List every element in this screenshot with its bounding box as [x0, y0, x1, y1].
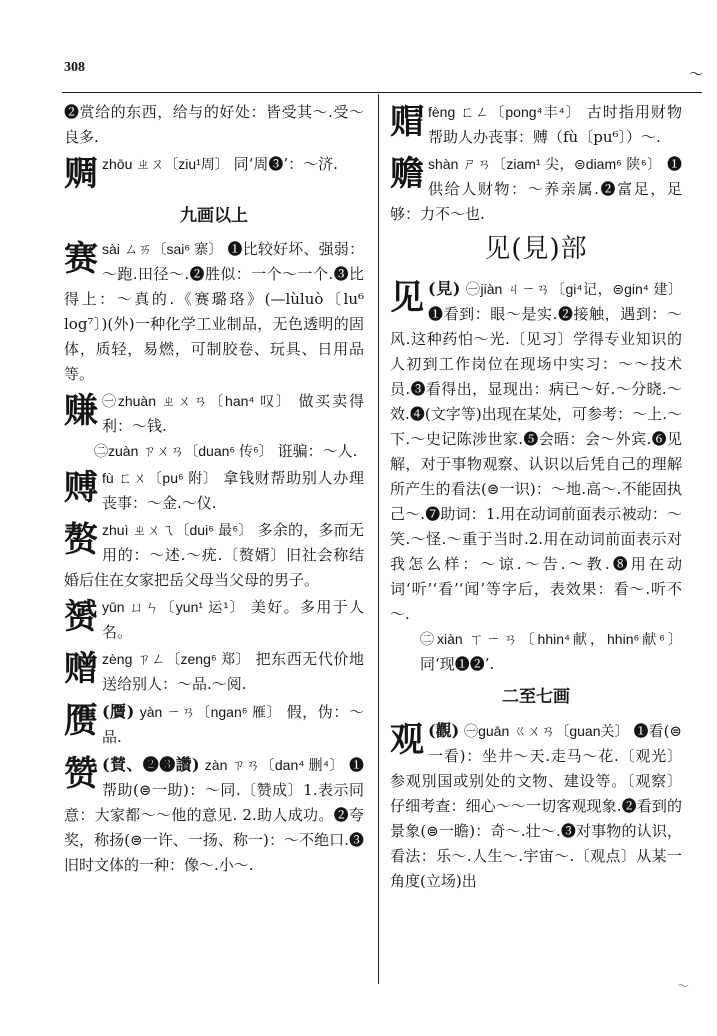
pronunciation: sài ㄙㄞ〔sai⁶ 寨〕 — [102, 241, 223, 257]
pronunciation: yàn ㄧㄢ〔ngan⁶ 雁〕 — [139, 704, 282, 720]
headword: 赟 — [64, 597, 98, 637]
definition: 多余的，多而无用的：～述.～疣.〔赘婿〕旧社会称结婚后住在女家把岳父母当父母的男子。 — [64, 521, 364, 589]
entry-feng — [390, 100, 682, 150]
pronunciation: ㊀zhuàn ㄓㄨㄢ〔han⁴ 叹〕 — [102, 393, 292, 409]
definition: ❶看(⊜一看)：坐井～天.走马～花.〔观光〕参观別国或别处的文物、建设等。〔观察〕仔细考查：细心～～一切客观现象.❷看到的景象(⊜一瞻)：奇～.壮～.❸对事物的认识，看法：乐～.人生～.宇宙～.〔观点〕从某一角度(立场)出 — [390, 722, 682, 890]
section-heading: 九画以上 — [180, 206, 248, 226]
entry-fu — [64, 466, 364, 516]
pronunciation: shàn ㄕㄢ〔ziam¹ 尖，⊜diam⁶ 陕⁶〕 — [428, 156, 662, 172]
entry-zhou — [64, 152, 364, 196]
pronunciation: fù ㄈㄨ〔pu⁶ 附〕 — [102, 470, 218, 486]
headword: 赘 — [64, 520, 98, 560]
headword: 赙 — [64, 468, 98, 508]
headword: 赠 — [64, 649, 98, 689]
headword: 赒 — [64, 154, 98, 194]
entry-guan — [390, 718, 682, 894]
definition: ❶比较好坏、强弱：～跑.田径～.❷胜似：一个～一个.❸比得上：～真的.《赛璐珞》(—lùluò〔lu⁶ log⁷〕)(外)一种化学工业制品，无色透明的固体，质轻，易燃，可制胶卷、玩具、日用品等。 — [64, 240, 364, 383]
headword: 观 — [390, 720, 424, 760]
variant-form: (觀) — [428, 721, 460, 740]
headword: 赚 — [64, 391, 98, 431]
definition: 拿钱财帮助别人办理丧事：～金.～仪. — [102, 469, 364, 512]
pronunciation: fèng ㄈㄥ〔pong⁴丰⁴〕 — [428, 104, 581, 120]
entry-zeng — [64, 647, 364, 697]
headword: 赝 — [64, 701, 98, 741]
entry-zhui — [64, 518, 364, 593]
definition: ❶看到：眼～是实.❷接触，遇到：～风.这种药怕～光.〔见习〕学得专业知识的人初到工作岗位在现场中实习：～～技术员.❸看得出，显现出：病已～好.～分晓.～效.❹(文字等)出现在某处，可参考：～上.～下.～史记陈涉世家.❺会晤：会～外宾.❻见解，对于事物观察、认识以后凭自己的理解所产生的看法(⊜一识)：～地.高～.不能固执己～.❼助词：1.用在动词前面表示被动：～笑.～怪.～重于当时.2.用在动词前面表示对我怎么样：～谅.～告.～教.❽用在动词‘听’‘看’‘闻’等字后，表效果：看～.听不～. — [390, 305, 682, 623]
entry-jian — [390, 276, 682, 677]
entry-zhuan — [64, 389, 364, 464]
headword: 赡 — [390, 154, 424, 194]
pronunciation: zhōu ㄓㄡ〔ziu¹周〕 — [102, 156, 229, 172]
definition: ❶供给人财物：～养亲属.❷富足，足够：力不～也. — [390, 155, 682, 223]
page-number: 308 — [64, 60, 85, 75]
headword: 赞 — [64, 754, 98, 794]
definition: 古时指用财物帮助人办丧事：赙（fù〔pu⁶〕）～. — [428, 103, 682, 146]
definition: 美好。多用于人名。 — [102, 598, 364, 641]
continued-entry: ❷赏给的东西，给与的好处：皆受其～.受～良多. — [64, 103, 364, 146]
entry-yun — [64, 595, 364, 645]
top-mark: ～ — [689, 67, 703, 83]
headword: 见 — [390, 278, 424, 318]
pronunciation: zhuì ㄓㄨㄟ〔dui⁶ 最⁶〕 — [102, 522, 253, 538]
top-rule — [62, 92, 702, 93]
headword: 赛 — [64, 239, 98, 279]
entry-shan — [390, 152, 682, 227]
definition: 把东西无代价地送给别人：～品.～阅. — [102, 650, 364, 693]
definition-2: 同‘现❶❷’. — [420, 655, 495, 673]
pronunciation: zàn ㄗㄢ〔dan⁴ 删⁴〕 — [204, 757, 344, 773]
pronunciation-2: ㊁xiàn ㄒㄧㄢ〔hhin⁴献，hhin⁶献⁶〕 — [420, 631, 682, 647]
definition-2: 诳骗：～人. — [277, 442, 358, 460]
entry-zan — [64, 752, 364, 878]
variant-form: (賛、❷❸讚) — [102, 755, 200, 774]
definition: ❶帮助(⊜一助)：～同.〔赞成〕1.表示同意：大家都～～他的意见. 2.助人成功。❷夸奖，称扬(⊜一许、一扬、称一)：～不绝口.❸旧时文体的一种：像～.小～. — [64, 756, 364, 874]
definition: 做买卖得利：～钱. — [102, 392, 364, 435]
variant-form: (見) — [428, 279, 461, 298]
radical-heading: 见(見)部 — [484, 234, 588, 264]
pronunciation: yūn ㄩㄣ〔yun¹ 运¹〕 — [102, 599, 245, 615]
pronunciation: ㊀jiàn ㄐㄧㄢ〔gi⁴记，⊜gin⁴ 建〕 — [465, 281, 682, 297]
headword: 赗 — [390, 102, 424, 142]
pronunciation: zèng ㄗㄥ〔zeng⁶ 郑〕 — [102, 651, 251, 667]
left-column — [64, 100, 364, 880]
pronunciation: ㊀guān ㄍㄨㄢ〔guan关〕 — [464, 723, 629, 739]
definition: 假，伪：～品. — [102, 703, 364, 746]
pronunciation-2: ㊁zuàn ㄗㄨㄢ〔duan⁶ 传⁶〕 — [94, 443, 273, 459]
definition: 同‘周❸’：～济. — [233, 155, 338, 173]
entry-sai — [64, 237, 364, 387]
column-divider — [378, 94, 379, 984]
entry-yan — [64, 699, 364, 750]
right-column — [390, 100, 682, 896]
variant-form: (贋) — [102, 702, 135, 721]
corner-mark: ～ — [676, 979, 689, 993]
section-heading: 二至七画 — [502, 687, 570, 707]
